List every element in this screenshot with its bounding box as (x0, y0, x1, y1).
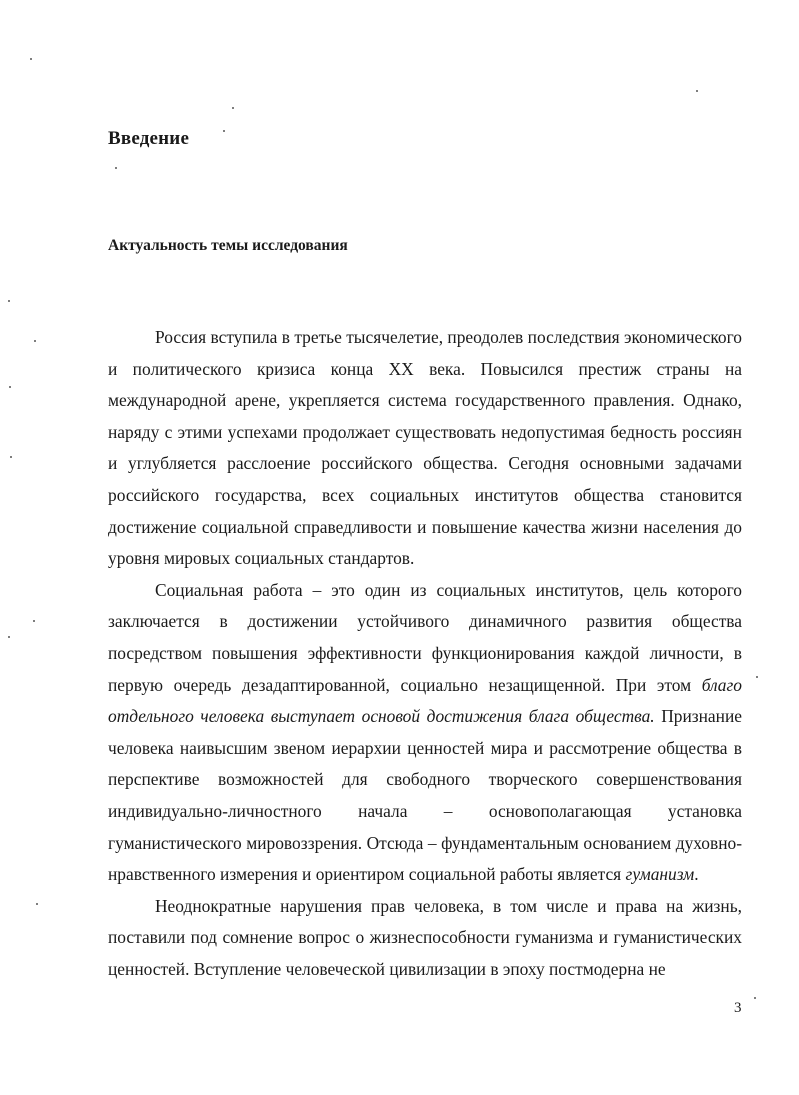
text-run: . (694, 864, 699, 885)
scan-speck (9, 386, 11, 388)
paragraph (108, 322, 742, 575)
italic-text-run: благо отдельного человека выступает основой достижения блага общества. (108, 674, 742, 727)
scan-speck (34, 340, 36, 342)
subsection-heading: Актуальность темы исследования (108, 237, 348, 254)
text-run: Признание человека наивысшим звеном иерархии ценностей мира и рассмотрение общества в перспективе возможностей для свободного творческого совершенствования индивидуально-личностного начала – основополагающая установка гуманистического мировоззрения. Отсюда – фундаментальным основанием духовно-нравственного измерения и ориентиром социальной работы является (108, 706, 742, 885)
scan-speck (30, 58, 32, 60)
scan-speck (10, 456, 12, 458)
scan-speck (33, 620, 35, 622)
scan-speck (756, 676, 758, 678)
italic-text-run: гуманизм (625, 864, 695, 885)
text-run: Социальная работа – это один из социальных институтов, цель которого заключается в достижении устойчивого динамичного развития общества посредством повышения эффективности функционирования каждой личности, в первую очередь дезадаптированной, социально незащищенной. При этом (108, 579, 742, 695)
section-heading: Введение (108, 128, 190, 149)
scan-speck (8, 300, 10, 302)
text-run: Неоднократные нарушения прав человека, в том числе и права на жизнь, поставили под сомнение вопрос о жизнеспособности гуманизма и гуманистических ценностей. Вступление человеческой цивилизации в эпоху постмодерна не (108, 895, 742, 979)
body-text (108, 322, 742, 985)
page-number: 3 (734, 1000, 742, 1016)
scan-speck (754, 997, 756, 999)
text-run: Россия вступила в третье тысячелетие, преодолев последствия экономического и политического кризиса конца XX века. Повысился престиж страны на международной арене, укрепляется система государственного правления. Однако, наряду с этими успехами продолжает существовать недопустимая бедность россиян и углубляется расслоение российского общества. Сегодня основными задачами российского государства, всех социальных институтов общества становится достижение социальной справедливости и повышение качества жизни населения до уровня мировых социальных стандартов. (108, 327, 742, 569)
scan-speck (696, 90, 698, 92)
scan-speck (36, 903, 38, 905)
paragraph (108, 891, 742, 986)
scan-speck (232, 107, 234, 109)
scan-speck (8, 636, 10, 638)
scan-speck (223, 130, 225, 132)
scan-speck (115, 167, 117, 169)
paragraph (108, 575, 742, 891)
